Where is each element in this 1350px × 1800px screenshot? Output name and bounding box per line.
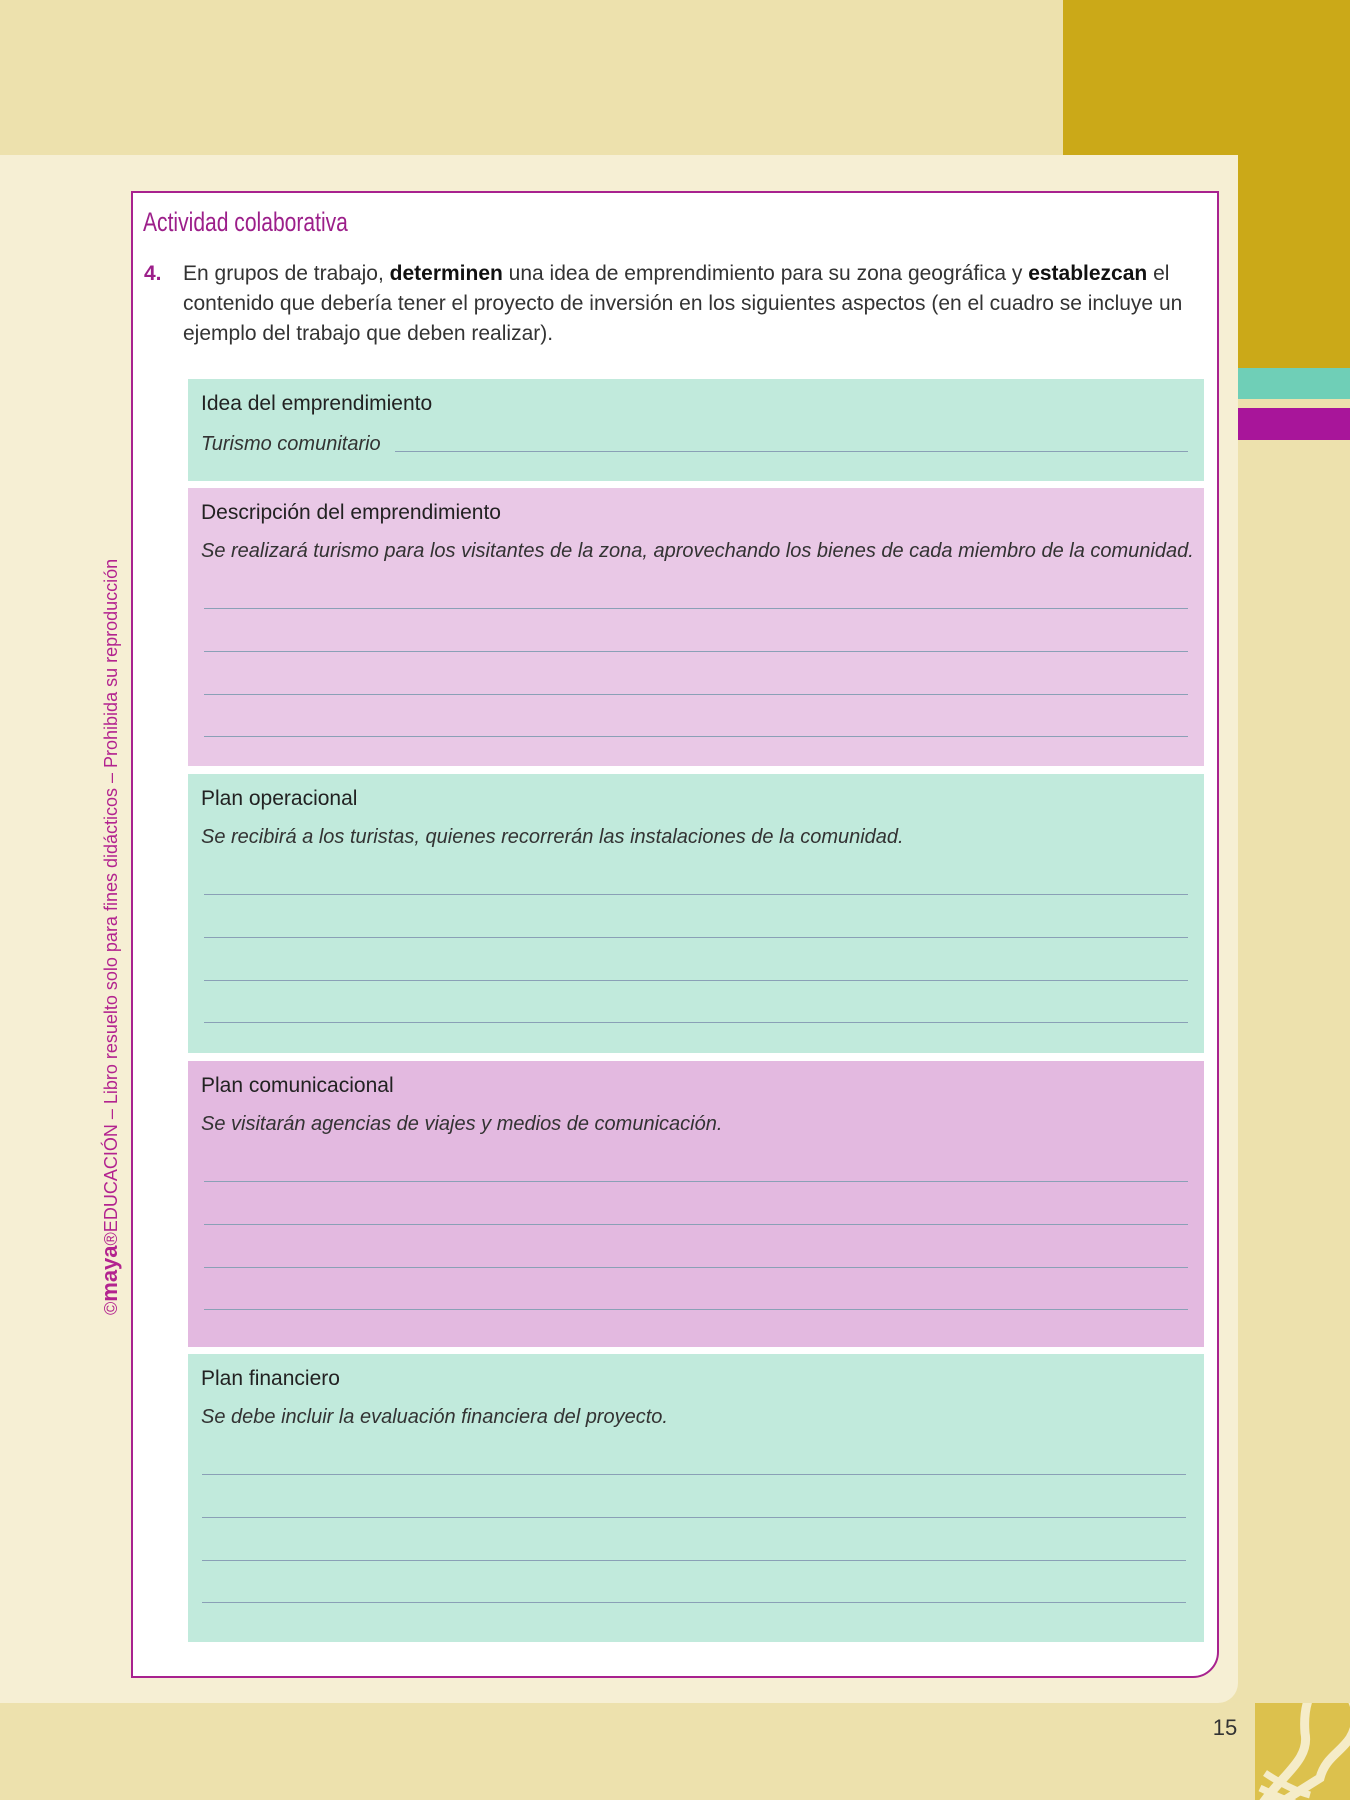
instruction-verb: establezcan [1028,262,1148,285]
bottom-band [0,1703,1350,1800]
copyright-watermark [97,559,123,1315]
instruction-text: el contenido que debería tener el proyecto de inversión en los siguientes aspectos (en el cuadro se incluye un ejemplo del trabajo que deben realizar). [183,262,1183,345]
page-number: 15 [1212,1715,1238,1740]
answer-line[interactable] [395,451,1188,452]
instruction-verb: determinen [389,262,503,285]
section-example: Se visitarán agencias de viajes y medios de comunicación. [201,1113,723,1135]
section-title: Idea del emprendimiento [201,392,433,415]
section-communication-plan [188,1061,1204,1347]
copyright-symbol: © [101,1301,121,1315]
magenta-tab [1238,408,1350,440]
answer-line[interactable] [204,1224,1188,1225]
section-title: Descripción del emprendimiento [201,501,501,524]
answer-line[interactable] [204,1022,1188,1023]
section-example: Se recibirá a los turistas, quienes recorrerán las instalaciones de la comunidad. [201,826,904,848]
answer-line[interactable] [204,736,1188,737]
brand-logo: maya [97,1245,122,1302]
section-operational-plan [188,774,1204,1053]
answer-line[interactable] [202,1474,1186,1475]
answer-line[interactable] [204,1309,1188,1310]
registered-mark: ® [101,1232,121,1246]
section-example: Se debe incluir la evaluación financiera del proyecto. [201,1406,668,1428]
section-title: Plan comunicacional [201,1074,394,1097]
section-title: Plan financiero [201,1367,340,1390]
instructions [183,259,1208,349]
answer-line[interactable] [204,937,1188,938]
question-number: 4. [144,262,162,285]
lightbulb-icon [1255,1703,1350,1800]
answer-line[interactable] [204,608,1188,609]
answer-line[interactable] [204,651,1188,652]
answer-line[interactable] [202,1560,1186,1561]
answer-line[interactable] [204,694,1188,695]
instruction-text: una idea de emprendimiento para su zona geográfica y [502,262,1029,285]
answer-line[interactable] [204,1181,1188,1182]
answer-line[interactable] [204,1267,1188,1268]
section-example: Se realizará turismo para los visitantes de la zona, aprovechando los bienes de cada miembro de la comunidad. [201,540,1194,562]
activity-title: Actividad colaborativa [143,207,348,237]
section-title: Plan operacional [201,787,358,810]
section-description [188,488,1204,766]
section-idea [188,379,1204,481]
answer-line[interactable] [202,1602,1186,1603]
section-financial-plan [188,1354,1204,1642]
watermark-text: EDUCACIÓN – Libro resuelto solo para fines didácticos – Prohibida su reproducción [101,558,121,1233]
answer-line[interactable] [204,980,1188,981]
answer-line[interactable] [202,1517,1186,1518]
answer-line[interactable] [204,894,1188,895]
section-example: Turismo comunitario [201,433,381,455]
teal-tab [1238,368,1350,399]
instruction-text: En grupos de trabajo, [183,262,390,285]
